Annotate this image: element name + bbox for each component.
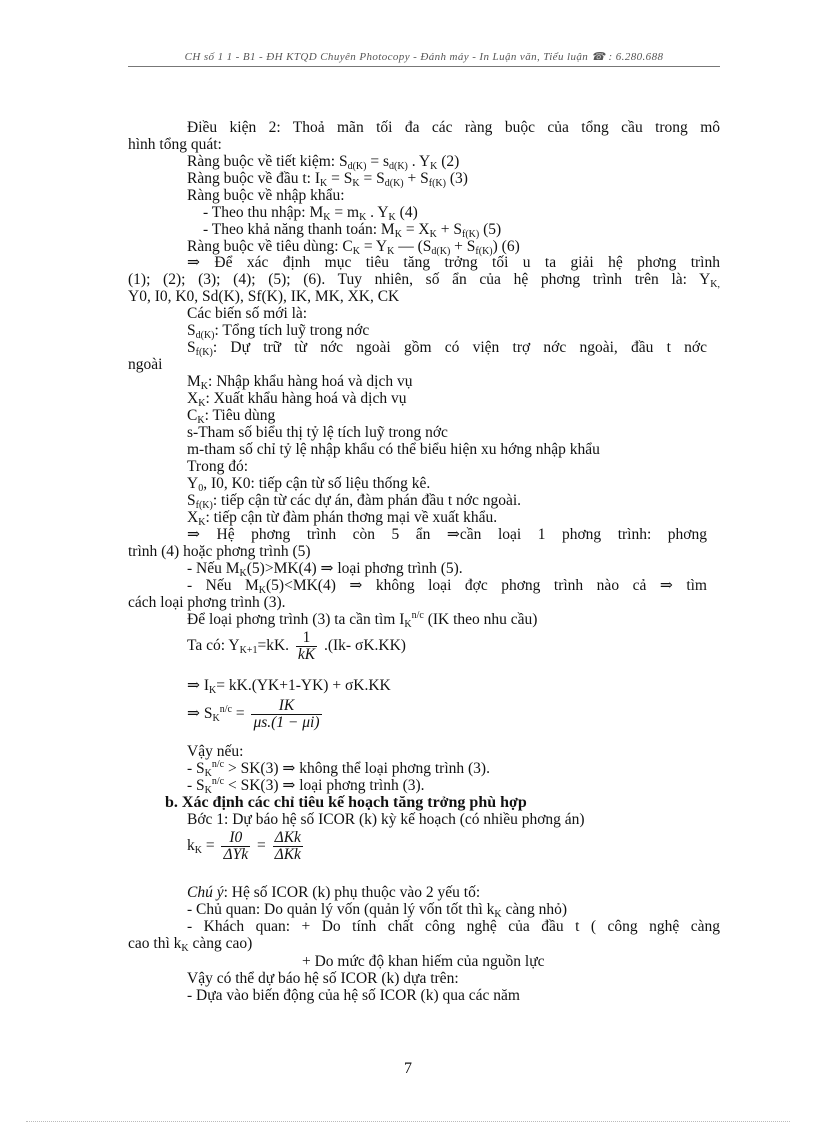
text-run: (1); (2); (3); (4); (5); (6). Tuy nhiên, số ẩn của hệ phơng trình trên là: Y [128,271,711,288]
text-run: (3) [445,170,468,187]
text-line [128,271,720,288]
text-line: - Dựa vào biến động của hệ số ICOR (k) qua các năm [187,987,520,1004]
text-line: Bớc 1: Dự báo hệ số ICOR (k) kỳ kế hoạch (có nhiều phơng án) [187,811,585,828]
text-run: Để loại phơng trình (3) ta cần tìm I [187,611,405,628]
text-line [128,288,399,305]
text-line: - Khách quan: + Do tính chất công nghệ của đầu t ( công nghệ càng [187,918,720,935]
text-run: k [187,837,195,855]
fraction-denominator: ΔKk [274,846,301,863]
text-line: cao thì $k_K$ càng cao) [128,935,253,954]
text-run: = m [330,204,360,221]
text-run: (5)>MK(4) ⇒ loại phơng trình (5). [246,560,463,577]
text-run: ⇒ I [187,677,210,694]
text-run: : tiếp cận từ đàm phán thơng mại về xuất khẩu. [205,509,498,526]
text-line: Các biến số mới là: [187,305,308,322]
fraction-numerator: IK [251,698,321,715]
text-line: Để loại phơng trình (3) ta cần tìm $I_K^{n/c}$ (IK theo nhu cầu) [187,610,538,630]
text-run: M [187,373,201,390]
text-run: - Chủ quan: Do quản lý vốn (quản lý vốn tốt thì k [187,901,495,918]
bottom-rule [26,1121,790,1122]
text-run: 0, I0, K0, Sd(K), Sf(K), IK, MK, XK, CK [139,288,400,305]
text-line: cách loại phơng trình (3). [128,594,286,611]
text-run: : Tiêu dùng [204,407,276,424]
text-run: Chú ý [187,884,224,901]
text-run: (IK theo nhu cầu) [423,611,538,628]
text-line: Ràng buộc về nhập khẩu: [187,187,345,204]
text-run: - S [187,777,205,794]
text-run: n/c [219,704,232,716]
text-run: , I0, K0: tiếp cận từ số liệu thống kê. [203,475,431,492]
text-line: + Do mức độ khan hiếm của nguồn lực [302,953,545,970]
text-run: — (S [394,238,432,255]
text-line: Điều kiện 2: Thoả mãn tối đa các ràng buộc của tổng cầu trong mô [187,119,720,136]
text-line: Vậy nếu: [187,743,244,760]
text-run: : Nhập khẩu hàng hoá và dịch vụ [208,373,413,390]
text-line: $C_K$: Tiêu dùng [187,407,276,426]
text-run: > SK(3) ⇒ không thể loại phơng trình (3). [224,760,490,777]
text-line: $X_K$: tiếp cận từ đàm phán thơng mại về xuất khẩu. [187,509,498,528]
text-line: $M_K$: Nhập khẩu hàng hoá và dịch vụ [187,373,413,392]
text-run: = s [366,153,389,170]
text-run: = [205,837,215,855]
text-line: trình (4) hoặc phơng trình (5) [128,543,311,560]
fraction [273,830,303,863]
text-line: Ràng buộc về tiết kiệm: $S_{d(K)} = s_{d(K)}$ . $Y_K$ (2) [187,153,460,172]
text-run: n/c [411,610,424,621]
text-line: ngoài [128,356,163,373]
text-run: - Theo khả năng thanh toán: M [203,221,395,238]
text-run: càng nhỏ) [501,901,568,918]
text-run: cao thì k [128,935,182,952]
text-run: . Y [366,204,389,221]
text-run: (2) [437,153,460,170]
fraction-numerator: I0 [221,830,250,847]
text-run: . Y [407,153,431,170]
text-run: - Nếu M [187,577,259,594]
text-run: n/c [211,759,225,770]
formula-line: ⇒ $S_K^{n/c}$ = $\frac{IK}{\mu s.(1 - \mu i)}$ [187,697,320,731]
text-run: = S [327,170,353,187]
text-run: Ràng buộc về tiết kiệm: S [187,153,348,170]
text-run: - Theo thu nhập: M [203,204,324,221]
formula-line: Ta có: $Y_{K+1}=kK$. $\frac{1}{kK}$ .(Ik- σK.KK) [187,629,406,663]
page-header: CH số 1 1 - B1 - ĐH KTQD Chuyên Photocopy - Đánh máy - In Luận văn, Tiểu luận ☎ : 6.280.688 [184,51,664,63]
text-run: .(Ik- σK.KK) [323,637,406,655]
text-line: s-Tham số biểu thị tỷ lệ tích luỹ trong nớc [187,424,448,441]
text-run: = Y [359,238,388,255]
text-run: S [187,322,196,339]
text-run: Y [187,475,199,492]
fraction-numerator: ΔKk [274,829,301,846]
fraction-numerator: 1 [296,630,317,647]
text-run: Y [128,288,140,305]
text-run: Ràng buộc về đầu t: I [187,170,321,187]
text-line: - Nếu $M_K(5)>MK(4)$ ⇒ loại phơng trình (5). [187,560,463,579]
text-run: : Dự trữ từ nớc ngoài gồm có viện trợ nớc ngoài, đầu t nớc [212,339,707,356]
text-run: = [235,705,245,723]
text-run: C [187,407,198,424]
text-run: (5)<MK(4) ⇒ không loại đợc phơng trình nào cả ⇒ tìm [266,577,707,594]
formula-line: $k_K$ = $\frac{I0}{\text{ΔYk}}$ = $\frac{\text{ΔKk}}{\text{ΔKk}}$ [187,829,301,863]
text-line: Ràng buộc về tiêu dùng: $C_K = Y_K$ — $(S_{d(K)} + S_{f(K)})$ (6) [187,238,520,257]
text-line: m-tham số chỉ tỷ lệ nhập khẩu có thể biểu hiện xu hớng nhập khẩu [187,441,600,458]
text-line: - $S_K^{n/c} > SK(3)$ ⇒ không thể loại phơng trình (3). [187,759,490,779]
fraction-denominator: kK [297,646,316,663]
page-number: 7 [404,1060,412,1077]
text-run: n/c [211,776,225,787]
text-run: - Nếu M [187,560,240,577]
text-run: = X [401,221,430,238]
text-run: S [187,339,196,356]
text-run: : Tổng tích luỹ trong nớc [214,322,370,339]
text-line: ⇒ Hệ phơng trình còn 5 ẩn ⇒cần loại 1 phơng trình: phơng [187,526,707,543]
text-run: = kK.(YK+1-YK) + σK.KK [216,677,391,694]
text-run: + S [450,238,476,255]
fraction-denominator: ΔYk [223,846,249,863]
text-run: - S [187,760,205,777]
text-line: $Y_0$, I0, K0: tiếp cận từ số liệu thống kê. [187,475,431,494]
text-run: = S [359,170,385,187]
text-line: $S_{f(K)}$: tiếp cận từ các dự án, đàm phán đầu t nớc ngoài. [187,492,522,511]
text-run: (4) [395,204,418,221]
fraction [296,630,317,663]
text-run: X [187,509,199,526]
text-line: - Theo thu nhập: $M_K = m_K$ . $Y_K$ (4) [203,204,418,223]
text-line: $S_{d(K)}$: Tổng tích luỹ trong nớc [187,322,370,341]
fraction [251,698,321,731]
text-line: $X_K$: Xuất khẩu hàng hoá và dịch vụ [187,390,407,409]
text-line: - Theo khả năng thanh toán: $M_K = X_K + S_{f(K)}$ (5) [203,221,502,240]
text-line: ⇒ Để xác định mục tiêu tăng trởng tối u ta giải hệ phơng trình [187,254,720,271]
text-run: : Hệ số ICOR (k) phụ thuộc vào 2 yếu tố: [223,884,481,901]
fraction-denominator: μs.(1 − μi) [253,714,320,731]
text-run: : tiếp cận từ các dự án, đàm phán đầu t nớc ngoài. [212,492,522,509]
text-line: Vậy có thể dự báo hệ số ICOR (k) dựa trên: [187,970,459,987]
text-run: càng cao) [188,935,253,952]
text-line [187,884,480,901]
text-run: + S [436,221,462,238]
formula-line: ⇒ $I_K= kK.(YK+1-YK) + \sigma K.KK$ [187,677,391,696]
text-line: Ràng buộc về đầu t: $I_K = S_K = S_{d(K)} + S_{f(K)}$ (3) [187,170,468,189]
text-run: =kK. [257,637,290,655]
header-rule [128,66,720,67]
text-run: + S [403,170,429,187]
section-heading: b. Xác định các chỉ tiêu kế hoạch tăng trởng phù hợp [165,794,527,811]
text-run: S [187,492,196,509]
text-line: - Nếu $M_K(5)<MK(4)$ ⇒ không loại đợc phơng trình nào cả ⇒ tìm [187,577,707,596]
fraction [221,830,250,863]
text-run: ) (6) [492,238,520,255]
text-run: (5) [479,221,502,238]
text-run: < SK(3) ⇒ loại phơng trình (3). [224,777,425,794]
text-run: ⇒ S [187,705,213,723]
text-run: Ta có: Y [187,637,240,655]
text-line: - Chủ quan: Do quản lý vốn (quản lý vốn tốt thì $k_K$ càng nhỏ) [187,901,568,920]
text-line: Trong đó: [187,458,249,475]
text-run: = [256,837,266,855]
text-run: X [187,390,199,407]
text-line: $S_{f(K)}$: Dự trữ từ nớc ngoài gồm có viện trợ nớc ngoài, đầu t nớc [187,339,707,358]
text-line: - $S_K^{n/c} < SK(3)$ ⇒ loại phơng trình (3). [187,776,425,796]
text-run: Ràng buộc về tiêu dùng: C [187,238,353,255]
text-run: : Xuất khẩu hàng hoá và dịch vụ [205,390,407,407]
text-line: hình tổng quát: [128,136,222,153]
text-run: K, [710,279,720,290]
